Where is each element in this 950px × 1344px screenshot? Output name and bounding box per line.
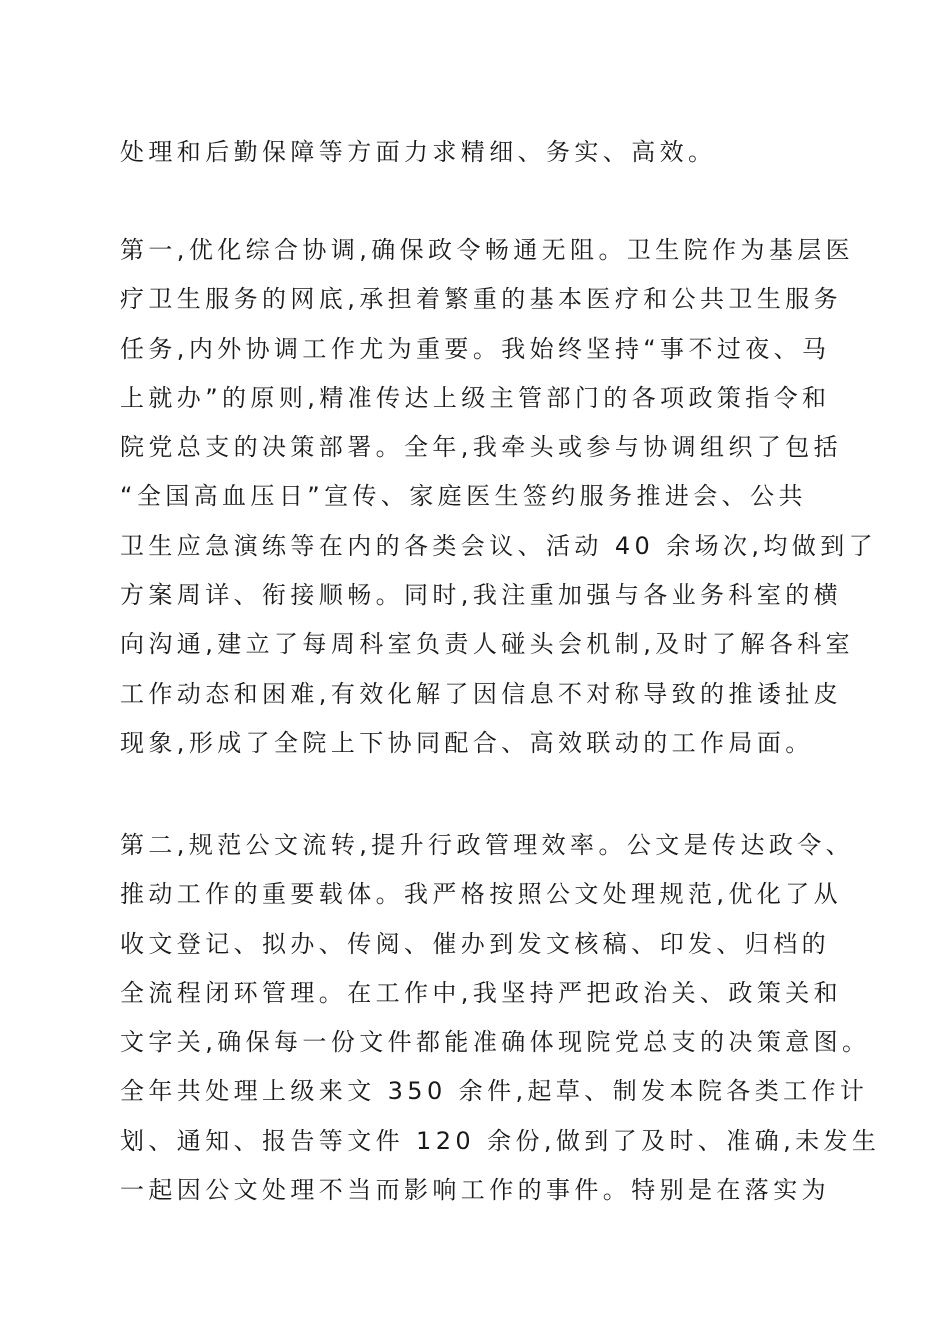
text-line: 收文登记、拟办、传阅、催办到发文核稿、印发、归档的 xyxy=(120,929,830,958)
text-line: 院党总支的决策部署。全年,我牵头或参与协调组织了包括 xyxy=(120,433,843,462)
text-line: 方案周详、衔接顺畅。同时,我注重加强与各业务科室的横 xyxy=(120,581,843,610)
text-line: 卫生应急演练等在内的各类会议、活动 40 余场次,均做到了 xyxy=(120,531,878,560)
text-line: 全流程闭环管理。在工作中,我坚持严把政治关、政策关和 xyxy=(120,978,843,1007)
text-line: 工作动态和困难,有效化解了因信息不对称导致的推诿扯皮 xyxy=(120,679,843,708)
text-line: 第二,规范公文流转,提升行政管理效率。公文是传达政令、 xyxy=(120,831,855,859)
text-line: “全国高血压日”宣传、家庭医生签约服务推进会、公共 xyxy=(120,482,807,511)
text-line: 疗卫生服务的网底,承担着繁重的基本医疗和公共卫生服务 xyxy=(120,285,843,314)
text-line: 文字关,确保每一份文件都能准确体现院党总支的决策意图。 xyxy=(120,1028,871,1057)
paragraph-documents xyxy=(120,827,881,1221)
text-line: 现象,形成了全院上下协同配合、高效联动的工作局面。 xyxy=(120,728,814,757)
text-line: 全年共处理上级来文 350 余件,起草、制发本院各类工作计 xyxy=(120,1077,869,1106)
text-line: 上就办”的原则,精准传达上级主管部门的各项政策指令和 xyxy=(120,383,831,412)
text-line: 向沟通,建立了每周科室负责人碰头会机制,及时了解各科室 xyxy=(120,630,855,659)
paragraph-intro-tail xyxy=(120,134,840,183)
text-line: 推动工作的重要载体。我严格按照公文处理规范,优化了从 xyxy=(120,880,843,909)
text-line: 处理和后勤保障等方面力求精细、务实、高效。 xyxy=(120,138,717,166)
text-line: 第一,优化综合协调,确保政令畅通无阻。卫生院作为基层医 xyxy=(120,236,855,264)
text-line: 任务,内外协调工作尤为重要。我始终坚持“事不过夜、马 xyxy=(120,334,831,363)
text-line: 划、通知、报告等文件 120 余份,做到了及时、准确,未发生 xyxy=(120,1126,881,1155)
paragraph-coordination xyxy=(120,232,878,774)
text-line: 一起因公文处理不当而影响工作的事件。特别是在落实为 xyxy=(120,1176,830,1205)
